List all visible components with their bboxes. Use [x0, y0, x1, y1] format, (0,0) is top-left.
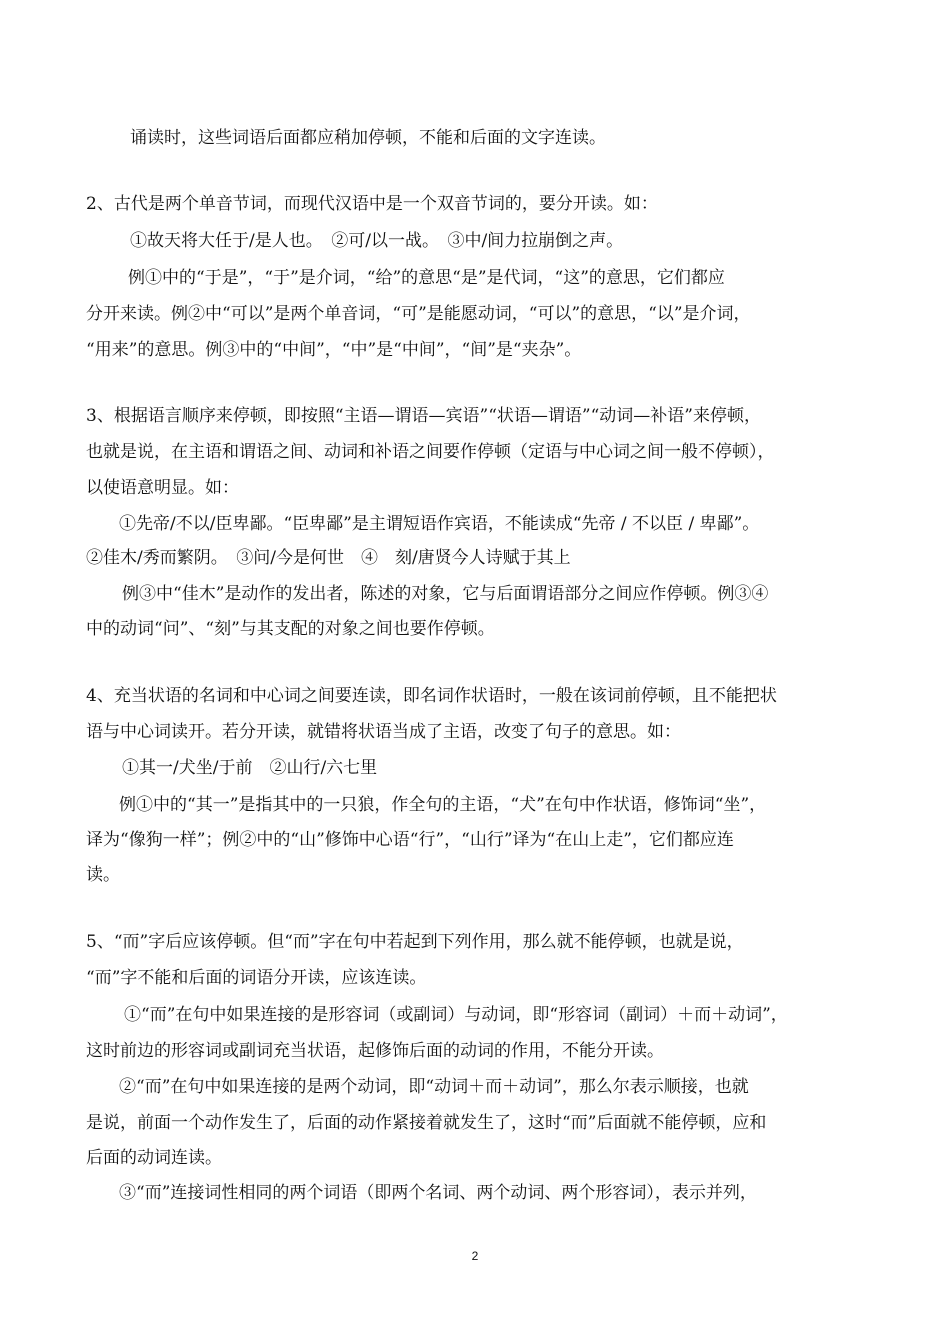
paragraph-line: ②“而”在句中如果连接的是两个动词，即“动词＋而＋动词”，那么尔表示顺接，也就 — [119, 1077, 749, 1097]
paragraph-line: 分开来读。例②中“可以”是两个单音词，“可”是能愿动词，“可以”的意思，“以”是介词， — [86, 304, 751, 324]
paragraph-line: 语与中心词读开。若分开读，就错将状语当成了主语，改变了句子的意思。如： — [86, 722, 681, 742]
paragraph-line: 例③中“佳木”是动作的发出者，陈述的对象，它与后面谓语部分之间应作停顿。例③④ — [122, 584, 769, 604]
paragraph-line: “用来”的意思。例③中的“中间”，“中”是“中间”，“间”是“夹杂”。 — [86, 340, 582, 360]
paragraph-line: ①“而”在句中如果连接的是形容词（或副词）与动词，即“形容词（副词）＋而＋动词”， — [124, 1005, 788, 1025]
paragraph-line: ③“而”连接词性相同的两个词语（即两个名词、两个动词、两个形容词），表示并列， — [119, 1183, 757, 1203]
section-3-heading: 3、根据语言顺序来停顿，即按照“主语—谓语—宾语”“状语—谓语”“动词—补语”来停顿， — [86, 406, 761, 426]
paragraph-line: 读。 — [86, 865, 120, 885]
paragraph-line: 是说，前面一个动作发生了，后面的动作紧接着就发生了，这时“而”后面就不能停顿，应和 — [86, 1113, 767, 1133]
example-line: ①故天将大任于/是人也。 ②可/以一战。 ③中/间力拉崩倒之声。 — [130, 231, 624, 251]
section-2-heading: 2、古代是两个单音节词，而现代汉语中是一个双音节词的，要分开读。如： — [86, 194, 658, 214]
paragraph-line: 译为“像狗一样”；例②中的“山”修饰中心语“行”，“山行”译为“在山上走”，它们都应连 — [86, 830, 734, 850]
paragraph-line: 也就是说，在主语和谓语之间、动词和补语之间要作停顿（定语与中心词之间一般不停顿）， — [86, 442, 775, 462]
paragraph-line: 中的动词“问”、“刻”与其支配的对象之间也要作停顿。 — [86, 619, 495, 639]
page-number: 2 — [471, 1249, 479, 1263]
example-line: ②佳木/秀而繁阴。 ③问/今是何世 ④ 刻/唐贤今人诗赋于其上 — [86, 548, 571, 568]
paragraph-line: 诵读时，这些词语后面都应稍加停顿，不能和后面的文字连读。 — [130, 128, 606, 148]
example-line: ①先帝/不以/臣卑鄙。“臣卑鄙”是主谓短语作宾语，不能读成“先帝 / 不以臣 / 卑鄙”。 — [119, 514, 760, 534]
paragraph-line: “而”字不能和后面的词语分开读，应该连读。 — [86, 968, 427, 988]
paragraph-line: 例①中的“于是”，“于”是介词，“给”的意思“是”是代词，“这”的意思，它们都应 — [128, 268, 725, 288]
paragraph-line: 以使语意明显。如： — [86, 478, 239, 498]
paragraph-line: 例①中的“其一”是指其中的一只狼，作全句的主语，“犬”在句中作状语，修饰词“坐”， — [119, 795, 767, 815]
paragraph-line: 这时前边的形容词或副词充当状语，起修饰后面的动词的作用，不能分开读。 — [86, 1041, 664, 1061]
example-line: ①其一/犬坐/于前 ②山行/六七里 — [122, 758, 378, 778]
section-5-heading: 5、“而”字后应该停顿。但“而”字在句中若起到下列作用，那么就不能停顿，也就是说， — [86, 932, 744, 952]
paragraph-line: 后面的动词连读。 — [86, 1148, 222, 1168]
section-4-heading: 4、充当状语的名词和中心词之间要连读，即名词作状语时，一般在该词前停顿，且不能把状 — [86, 686, 777, 706]
